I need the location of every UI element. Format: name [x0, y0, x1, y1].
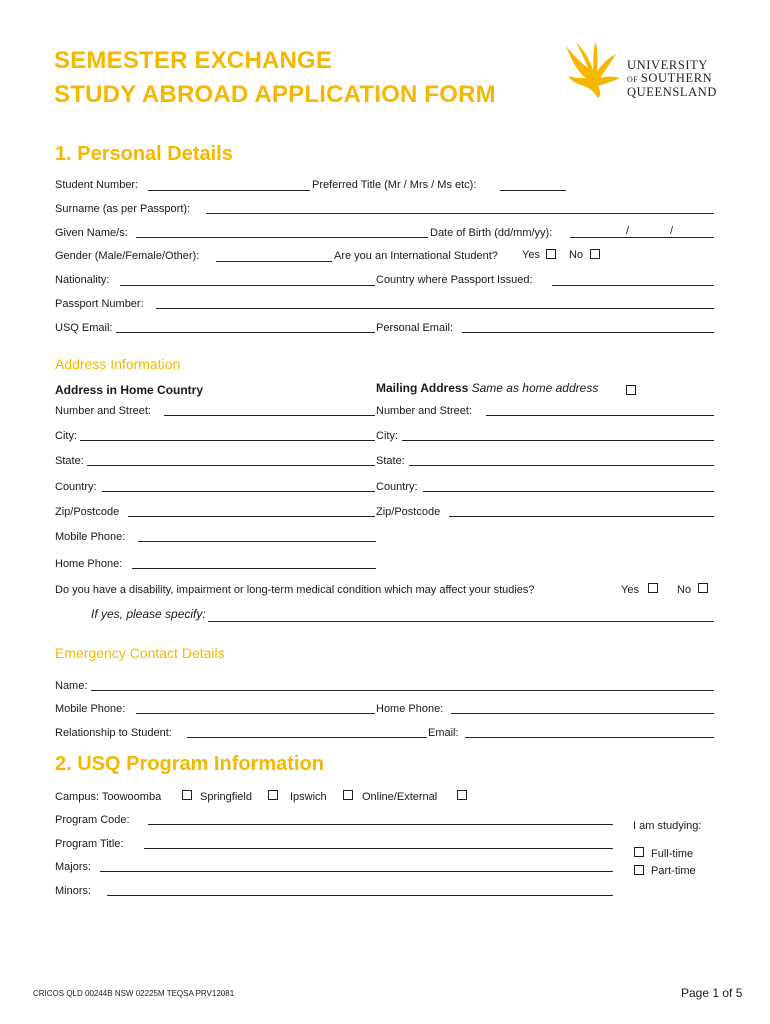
home-street-field[interactable]: [164, 415, 375, 416]
logo-line1: UNIVERSITY: [627, 58, 708, 72]
disability-no-checkbox[interactable]: [698, 583, 708, 593]
disability-question: Do you have a disability, impairment or long-term medical condition which may affect your studies?: [55, 584, 535, 596]
mobile-phone-label: Mobile Phone:: [55, 531, 126, 543]
passport-country-field[interactable]: [552, 285, 714, 286]
dob-field[interactable]: [570, 237, 714, 238]
personal-email-field[interactable]: [462, 332, 714, 333]
nationality-label: Nationality:: [55, 274, 110, 286]
logo-line2: SOUTHERN: [640, 71, 713, 85]
home-state-label: State:: [55, 455, 84, 467]
home-city-field[interactable]: [80, 440, 375, 441]
international-yes-checkbox[interactable]: [546, 249, 556, 259]
campus-online-label: Online/External: [362, 791, 438, 803]
campus-springfield-checkbox[interactable]: [268, 790, 278, 800]
parttime-label: Part-time: [651, 865, 696, 877]
given-names-label: Given Name/s:: [55, 227, 128, 239]
program-title-field[interactable]: [144, 848, 613, 849]
home-zip-field[interactable]: [128, 516, 375, 517]
home-phone-field[interactable]: [132, 568, 376, 569]
mailing-zip-label: Zip/Postcode: [376, 506, 441, 518]
preferred-title-label: Preferred Title (Mr / Mrs / Ms etc):: [312, 179, 477, 191]
emergency-home-phone-label: Home Phone:: [376, 703, 444, 715]
mailing-state-label: State:: [376, 455, 405, 467]
program-code-field[interactable]: [148, 824, 613, 825]
given-names-field[interactable]: [136, 237, 428, 238]
emergency-home-phone-field[interactable]: [451, 713, 714, 714]
student-number-label: Student Number:: [55, 179, 139, 191]
address-information-heading: Address Information: [55, 356, 181, 372]
home-country-label: Country:: [55, 481, 97, 493]
home-city-label: City:: [55, 430, 77, 442]
gender-label: Gender (Male/Female/Other):: [55, 250, 200, 262]
home-state-field[interactable]: [87, 465, 375, 466]
disability-specify-label: If yes, please specify:: [91, 607, 206, 621]
disability-yes-label: Yes: [621, 584, 639, 596]
majors-label: Majors:: [55, 861, 92, 873]
disability-yes-checkbox[interactable]: [648, 583, 658, 593]
program-information-heading: 2. USQ Program Information: [55, 753, 324, 775]
disability-no-label: No: [677, 584, 692, 596]
mailing-street-label: Number and Street:: [376, 405, 472, 417]
minors-label: Minors:: [55, 885, 92, 897]
passport-number-label: Passport Number:: [55, 298, 144, 310]
campus-springfield-label: Springfield: [200, 791, 252, 803]
logo-of: OF: [627, 75, 638, 84]
page-number: Page 1 of 5: [681, 986, 743, 1000]
majors-field[interactable]: [100, 871, 613, 872]
student-number-field[interactable]: [148, 190, 310, 191]
same-as-home-label: Same as home address: [471, 381, 599, 395]
campus-online-checkbox[interactable]: [457, 790, 467, 800]
passport-country-label: Country where Passport Issued:: [376, 274, 533, 286]
mailing-street-field[interactable]: [486, 415, 714, 416]
international-yes-label: Yes: [522, 249, 540, 261]
preferred-title-field[interactable]: [500, 190, 566, 191]
international-no-checkbox[interactable]: [590, 249, 600, 259]
mailing-city-label: City:: [376, 430, 398, 442]
surname-label: Surname (as per Passport):: [55, 203, 191, 215]
personal-details-heading: 1. Personal Details: [55, 143, 233, 165]
nationality-field[interactable]: [120, 285, 375, 286]
usq-email-field[interactable]: [116, 332, 375, 333]
mailing-city-field[interactable]: [402, 440, 714, 441]
mailing-country-field[interactable]: [423, 491, 714, 492]
home-phone-label: Home Phone:: [55, 558, 123, 570]
emergency-name-field[interactable]: [91, 690, 714, 691]
passport-number-field[interactable]: [156, 308, 714, 309]
emergency-relationship-field[interactable]: [187, 737, 427, 738]
emergency-name-label: Name:: [55, 680, 88, 692]
international-label: Are you an International Student?: [334, 250, 498, 262]
phoenix-logo-icon: [562, 40, 624, 98]
home-zip-label: Zip/Postcode: [55, 506, 120, 518]
studying-label: I am studying:: [633, 820, 702, 832]
emergency-contact-heading: Emergency Contact Details: [55, 645, 225, 661]
emergency-email-field[interactable]: [465, 737, 714, 738]
usq-email-label: USQ Email:: [55, 322, 113, 334]
home-street-label: Number and Street:: [55, 405, 151, 417]
fulltime-checkbox[interactable]: [634, 847, 644, 857]
campus-ipswich-label: Ipswich: [290, 791, 327, 803]
logo-line3: QUEENSLAND: [627, 85, 718, 99]
mailing-state-field[interactable]: [409, 465, 714, 466]
form-title-line1: SEMESTER EXCHANGE: [54, 47, 333, 74]
dob-separator-2: /: [670, 225, 674, 237]
home-address-heading: Address in Home Country: [55, 383, 204, 397]
emergency-email-label: Email:: [428, 727, 459, 739]
emergency-relationship-label: Relationship to Student:: [55, 727, 172, 739]
personal-email-label: Personal Email:: [376, 322, 454, 334]
cricos-footer: CRICOS QLD 00244B NSW 02225M TEQSA PRV12081: [33, 989, 235, 998]
mailing-address-heading: Mailing Address: [376, 381, 469, 395]
minors-field[interactable]: [107, 895, 613, 896]
campus-ipswich-checkbox[interactable]: [343, 790, 353, 800]
mailing-zip-field[interactable]: [449, 516, 714, 517]
campus-toowoomba-label: Campus: Toowoomba: [55, 791, 162, 803]
gender-field[interactable]: [216, 261, 332, 262]
mobile-phone-field[interactable]: [138, 541, 376, 542]
form-title-line2: STUDY ABROAD APPLICATION FORM: [54, 81, 496, 108]
fulltime-label: Full-time: [651, 848, 694, 860]
dob-separator-1: /: [626, 225, 630, 237]
surname-field[interactable]: [206, 213, 714, 214]
emergency-mobile-field[interactable]: [136, 713, 375, 714]
program-code-label: Program Code:: [55, 814, 130, 826]
mailing-address-heading-group: [376, 381, 598, 395]
same-as-home-checkbox[interactable]: [626, 385, 636, 395]
campus-toowoomba-checkbox[interactable]: [182, 790, 192, 800]
international-no-label: No: [569, 249, 584, 261]
dob-label: Date of Birth (dd/mm/yy):: [430, 227, 553, 239]
emergency-mobile-label: Mobile Phone:: [55, 703, 126, 715]
home-country-field[interactable]: [102, 491, 375, 492]
university-logo-text: [627, 59, 717, 99]
mailing-country-label: Country:: [376, 481, 418, 493]
program-title-label: Program Title:: [55, 838, 124, 850]
disability-specify-field[interactable]: [208, 621, 714, 622]
parttime-checkbox[interactable]: [634, 865, 644, 875]
